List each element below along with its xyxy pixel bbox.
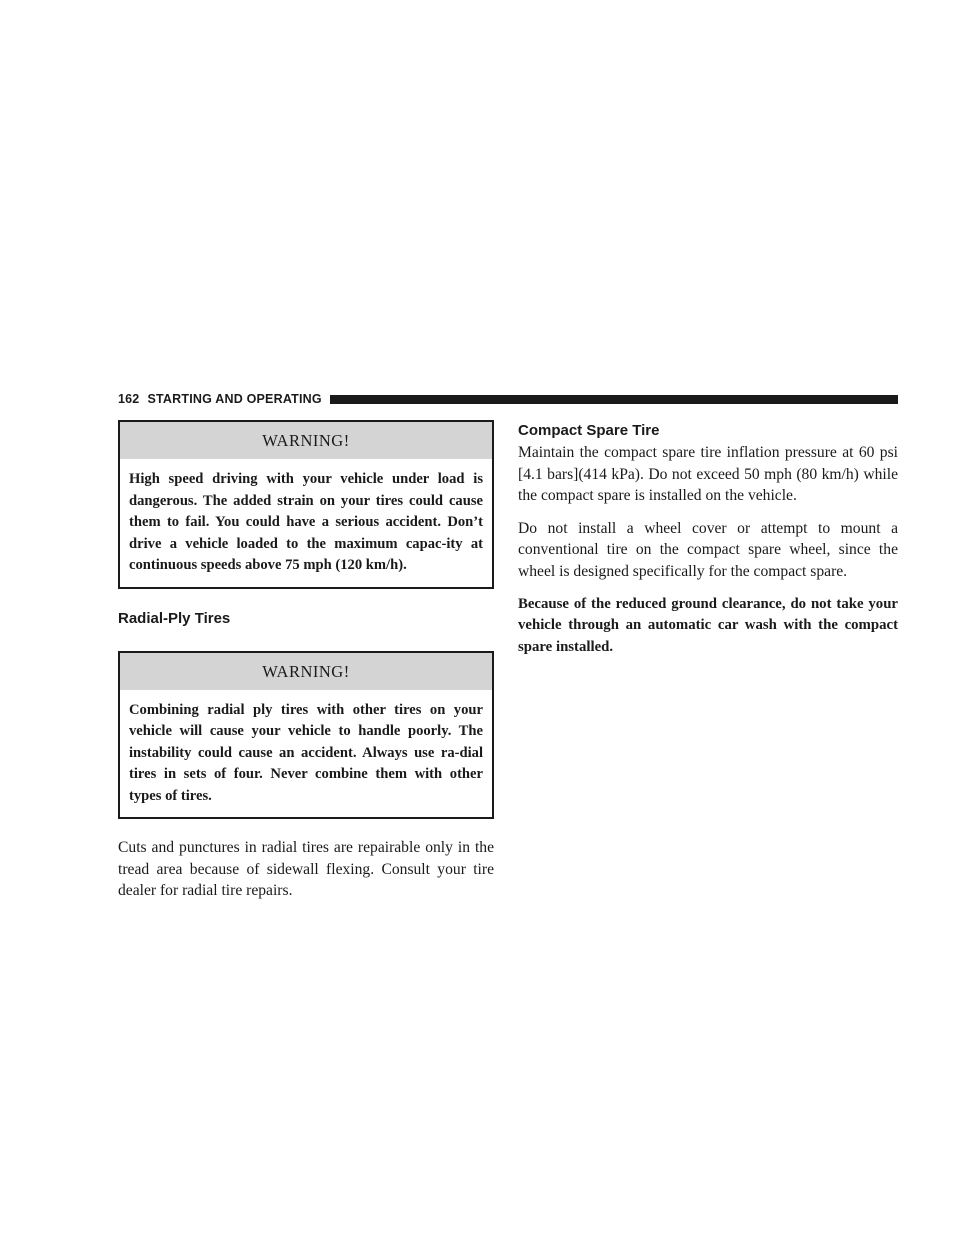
right-column (518, 420, 898, 658)
header-rule (330, 395, 898, 404)
page-header (118, 390, 898, 408)
car-wash-paragraph: Because of the reduced ground clearance, do not take your vehicle through an automatic car wash with the compact spare installed. (518, 595, 898, 655)
left-column (118, 420, 494, 902)
section-title: STARTING AND OPERATING (147, 392, 322, 406)
page-number: 162 (118, 392, 140, 406)
compact-spare-pressure-paragraph: Maintain the compact spare tire inflation pressure at 60 psi [4.1 bars](414 kPa). Do not exceed 50 mph (80 km/h) while the compact spare is installed on the vehicle. (518, 444, 898, 505)
compact-spare-heading: Compact Spare Tire (518, 422, 660, 439)
warning-title: WARNING! (120, 653, 492, 690)
radial-ply-heading: Radial-Ply Tires (118, 609, 231, 627)
radial-repair-paragraph: Cuts and punctures in radial tires are repairable only in the tread area because of sidewall flexing. Consult your tire dealer for radial tire repairs. (118, 839, 494, 900)
warning-text: High speed driving with your vehicle under load is dangerous. The added strain on your tires could cause them to fail. You could have a serious accident. Don’t drive a vehicle loaded to the maximum capac-ity at continuous speeds above 75 mph (120 km/h). (129, 471, 483, 573)
warning-box-radial-ply (118, 651, 494, 820)
warning-text: Combining radial ply tires with other tires on your vehicle will cause your vehicle to handle poorly. The instability could cause an accident. Always use ra-dial tires in sets of four. Never combine them with other types of tires. (129, 701, 483, 804)
wheel-cover-paragraph: Do not install a wheel cover or attempt to mount a conventional tire on the compact spare wheel, since the wheel is designed specifically for the compact spare. (518, 519, 898, 580)
warning-box-high-speed (118, 420, 494, 589)
warning-title: WARNING! (120, 422, 492, 459)
